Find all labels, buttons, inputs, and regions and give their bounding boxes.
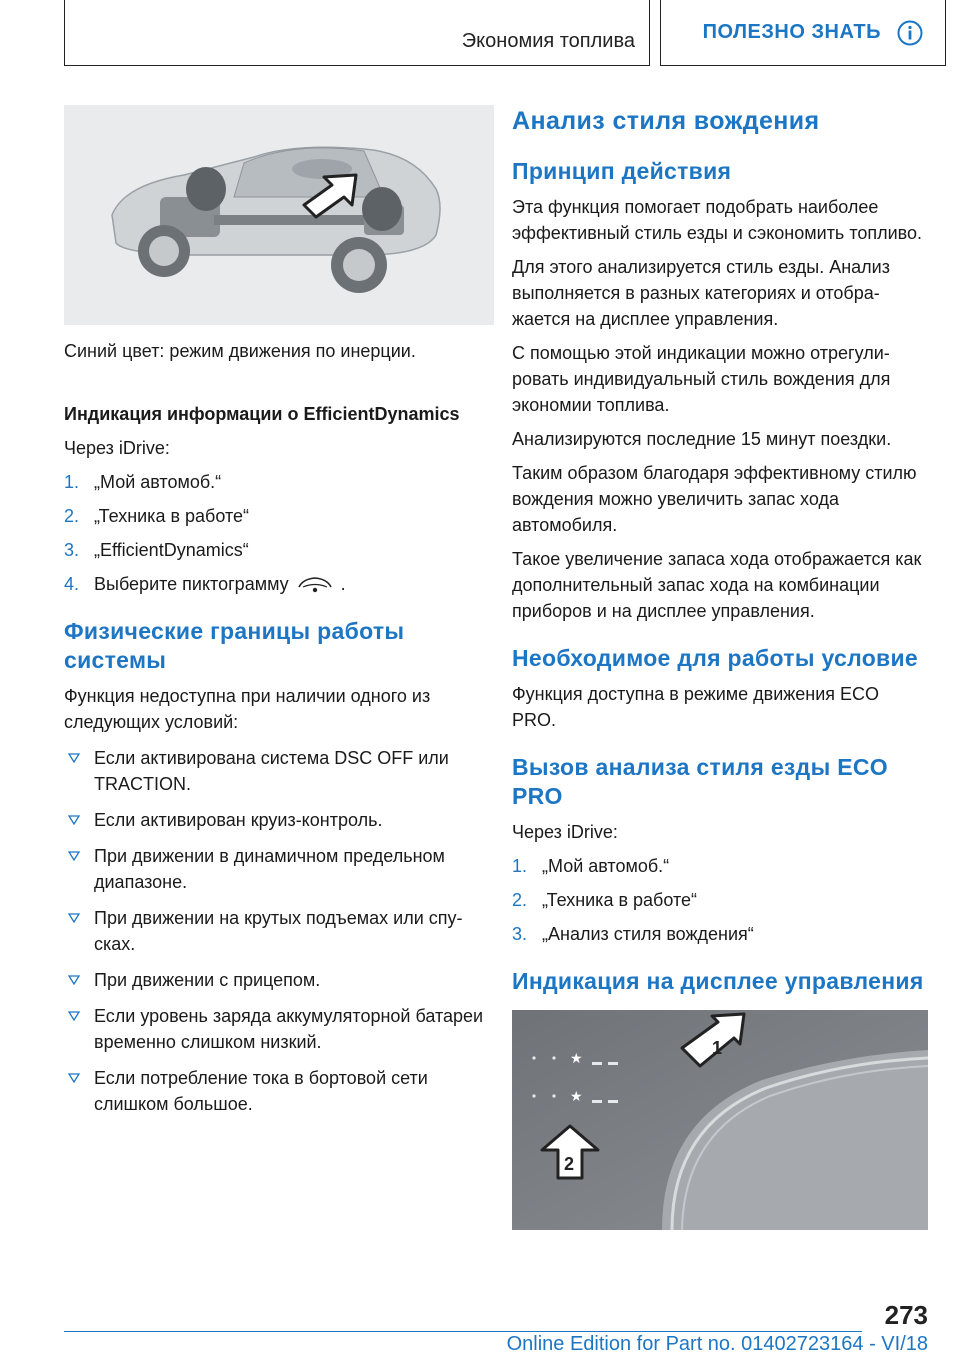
list-item: Если активирована система DSC OFF или TRACTION. xyxy=(64,745,494,797)
list-item: При движении в динамичном предельном диапазоне. xyxy=(64,843,494,895)
list-item: 4. Выберите пиктограмму . xyxy=(64,571,494,597)
bullet-triangle-icon xyxy=(68,753,80,763)
right-column xyxy=(512,105,928,1230)
list-item: Если активирован круиз-контроль. xyxy=(64,807,494,833)
list-item: Если уровень заряда аккумуляторной батареи временно слишком низкий. xyxy=(64,1003,494,1055)
limits-list xyxy=(64,745,494,1117)
limits-heading: Физические границы работы системы xyxy=(64,618,405,673)
principle-paragraph: Анализируются последние 15 минут поездки. xyxy=(512,429,892,449)
header-chapter-box[interactable] xyxy=(660,0,946,66)
footer-edition: Online Edition for Part no. 01402723164 - VI/18 xyxy=(506,1333,928,1355)
svg-text:★: ★ xyxy=(570,1088,583,1104)
info-circle-icon[interactable] xyxy=(897,20,923,46)
call-steps xyxy=(512,853,928,947)
list-item: При движении на крутых подъемах или спусках. xyxy=(64,905,494,957)
page-number: 273 xyxy=(884,1300,928,1330)
limits-intro: Функция недоступна при наличии одного из следующих условий: xyxy=(64,686,431,732)
call-via: Через iDrive: xyxy=(512,822,618,842)
footer-divider xyxy=(64,1331,862,1332)
list-item: 2. „Техника в работе“ xyxy=(512,890,698,910)
list-item: 3. „EfficientDynamics“ xyxy=(64,540,249,560)
bullet-triangle-icon xyxy=(68,1073,80,1083)
principle-paragraph: С помощью этой индикации можно отрегулировать индивидуальный стиль вождения для экономии топлива. xyxy=(512,343,891,415)
indication-steps xyxy=(64,469,494,597)
control-display-figure xyxy=(512,1010,928,1230)
svg-text:1: 1 xyxy=(712,1038,723,1058)
list-item: 3. „Анализ стиля вождения“ xyxy=(512,924,754,944)
car-coasting-figure xyxy=(64,105,494,325)
car-illustration xyxy=(64,105,494,325)
principle-paragraph: Для этого анализируется стиль езды. Анализ выполняется в разных категориях и отображается на дисплее управления. xyxy=(512,257,890,329)
bullet-triangle-icon xyxy=(68,815,80,825)
list-item: 2. „Техника в работе“ xyxy=(64,506,250,526)
list-item: 1. „Мой автомоб.“ xyxy=(64,472,222,492)
principle-paragraph: Таким образом благодаря эффективному стилю вождения можно увеличить запас хода автомобиля. xyxy=(512,463,917,535)
bullet-triangle-icon xyxy=(68,975,80,985)
display-heading: Индикация на дисплее управления xyxy=(512,968,924,994)
list-item: При движении с прицепом. xyxy=(64,967,494,993)
principle-heading: Принцип действия xyxy=(512,158,732,184)
requirement-text: Функция доступна в режиме движения ECO PRO. xyxy=(512,684,880,730)
indication-via: Через iDrive: xyxy=(64,438,170,458)
bullet-triangle-icon xyxy=(68,1011,80,1021)
analysis-heading: Анализ стиля вождения xyxy=(512,107,820,135)
call-heading: Вызов анализа стиля езды ECO PRO xyxy=(512,754,888,809)
header-section-title: Экономия топлива xyxy=(461,30,635,52)
svg-text:2: 2 xyxy=(564,1154,575,1174)
display-illustration xyxy=(512,1010,928,1230)
list-item: Если потребление тока в бортовой сети слишком большое. xyxy=(64,1065,494,1117)
list-item: 1. „Мой автомоб.“ xyxy=(512,856,670,876)
efficientdynamics-car-icon xyxy=(295,574,335,596)
principle-paragraph: Эта функция помогает подобрать наиболее эффективный стиль езды и сэкономить топливо. xyxy=(512,197,923,243)
header-section-box xyxy=(64,0,650,66)
figure-caption: Синий цвет: режим движения по инерции. xyxy=(64,341,416,361)
indication-heading: Индикация информации о EfficientDynamics xyxy=(64,404,460,424)
svg-text:★: ★ xyxy=(570,1050,583,1066)
bullet-triangle-icon xyxy=(68,851,80,861)
bullet-triangle-icon xyxy=(68,913,80,923)
requirement-heading: Необходимое для работы условие xyxy=(512,645,919,671)
header-chapter-title[interactable]: ПОЛЕЗНО ЗНАТЬ xyxy=(702,21,881,43)
principle-paragraph: Такое увеличение запаса хода отображается как дополнительный запас хода на комбинации приборов и на дисплее управления. xyxy=(512,549,922,621)
left-column xyxy=(64,105,494,1117)
